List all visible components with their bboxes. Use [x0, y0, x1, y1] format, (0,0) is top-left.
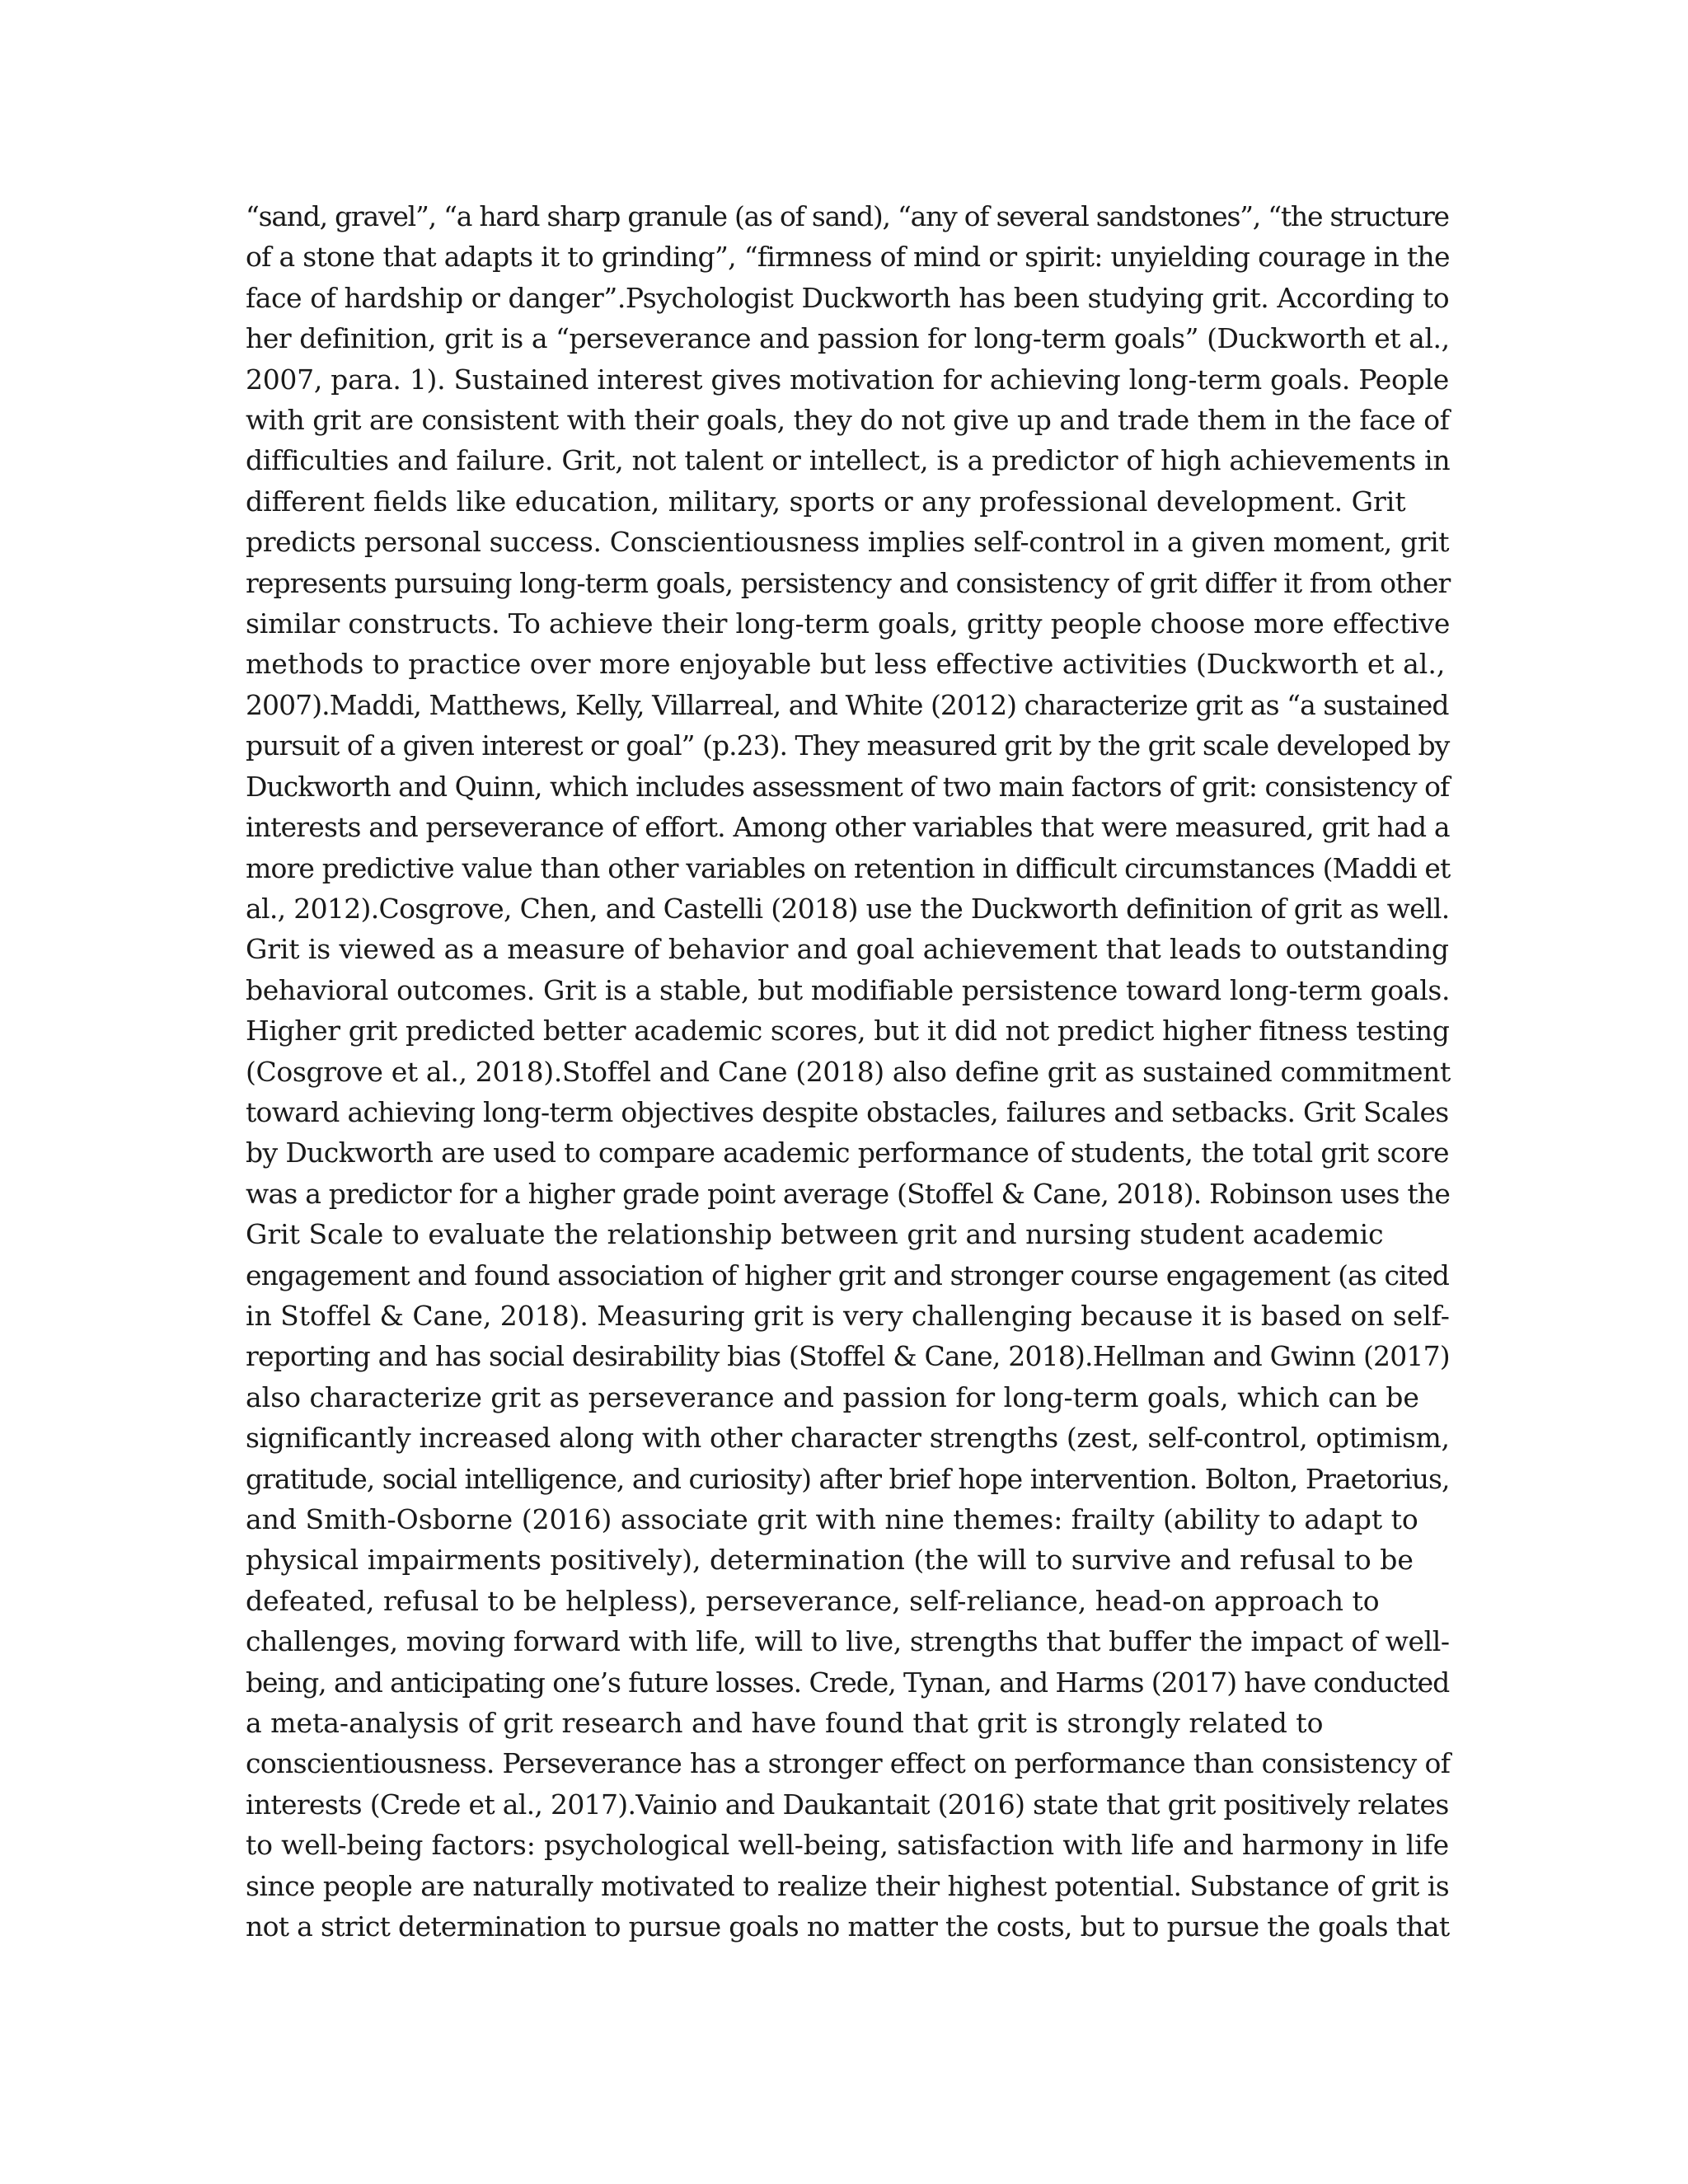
text-line: 2007).Maddi, Matthews, Kelly, Villarreal, and White (2012) characterize grit as “a sustained	[246, 688, 1449, 721]
text-line: physical impairments positively), determination (the will to survive and refusal to be	[246, 1544, 1414, 1577]
text-line: challenges, moving forward with life, will to live, strengths that buffer the impact of well-	[246, 1625, 1450, 1658]
text-line: similar constructs. To achieve their long-term goals, gritty people choose more effective	[246, 607, 1451, 640]
text-line: defeated, refusal to be helpless), perseverance, self-reliance, head-on approach to	[246, 1584, 1380, 1617]
text-line: face of hardship or danger”.Psychologist Duckworth has been studying grit. According to	[246, 281, 1450, 314]
text-line: to well-being factors: psychological well-being, satisfaction with life and harmony in life	[246, 1829, 1449, 1862]
body-paragraph	[246, 196, 1449, 1947]
text-line: 2007, para. 1). Sustained interest gives motivation for achieving long-term goals. People	[246, 363, 1449, 396]
text-line: being, and anticipating one’s future losses. Crede, Tynan, and Harms (2017) have conducted	[246, 1666, 1450, 1699]
text-line: and Smith-Osborne (2016) associate grit with nine themes: frailty (ability to adapt to	[246, 1503, 1418, 1535]
text-line: gratitude, social intelligence, and curiosity) after brief hope intervention. Bolton, Praetorius,	[246, 1462, 1450, 1495]
text-line: represents pursuing long-term goals, persistency and consistency of grit differ it from other	[246, 566, 1451, 599]
text-line: more predictive value than other variables on retention in difficult circumstances (Maddi et	[246, 851, 1451, 884]
text-line: (Cosgrove et al., 2018).Stoffel and Cane (2018) also define grit as sustained commitment	[246, 1055, 1451, 1088]
text-line: interests (Crede et al., 2017).Vainio and Daukantait (2016) state that grit positively relates	[246, 1788, 1449, 1821]
text-line: interests and perseverance of effort. Among other variables that were measured, grit had a	[246, 811, 1450, 844]
text-line: in Stoffel & Cane, 2018). Measuring grit is very challenging because it is based on self-	[246, 1299, 1450, 1332]
text-line: by Duckworth are used to compare academic performance of students, the total grit score	[246, 1137, 1449, 1169]
text-line: conscientiousness. Perseverance has a stronger effect on performance than consistency of	[246, 1747, 1451, 1780]
text-line: reporting and has social desirability bias (Stoffel & Cane, 2018).Hellman and Gwinn (2017)	[246, 1340, 1450, 1373]
text-line: pursuit of a given interest or goal” (p.23). They measured grit by the grit scale developed by	[246, 729, 1450, 762]
text-line: behavioral outcomes. Grit is a stable, but modifiable persistence toward long-term goals.	[246, 973, 1451, 1006]
text-line: methods to practice over more enjoyable but less effective activities (Duckworth et al.,	[246, 648, 1446, 681]
text-line: significantly increased along with other character strengths (zest, self-control, optimism,	[246, 1422, 1450, 1455]
text-line: toward achieving long-term objectives despite obstacles, failures and setbacks. Grit Scales	[246, 1095, 1449, 1128]
text-line: a meta-analysis of grit research and have found that grit is strongly related to	[246, 1707, 1324, 1740]
text-line: Grit is viewed as a measure of behavior and goal achievement that leads to outstanding	[246, 933, 1449, 966]
text-line: was a predictor for a higher grade point average (Stoffel & Cane, 2018). Robinson uses the	[246, 1177, 1451, 1210]
text-line: Higher grit predicted better academic scores, but it did not predict higher fitness testing	[246, 1015, 1450, 1047]
text-line: Grit Scale to evaluate the relationship between grit and nursing student academic	[246, 1218, 1384, 1251]
text-line: of a stone that adapts it to grinding”, “firmness of mind or spirit: unyielding courage in the	[246, 241, 1450, 274]
text-line: al., 2012).Cosgrove, Chen, and Castelli (2018) use the Duckworth definition of grit as well.	[246, 892, 1450, 925]
text-line: Duckworth and Quinn, which includes assessment of two main factors of grit: consistency of	[246, 770, 1450, 803]
text-line: engagement and found association of higher grit and stronger course engagement (as cited	[246, 1258, 1450, 1291]
text-line: also characterize grit as perseverance and passion for long-term goals, which can be	[246, 1380, 1419, 1413]
text-line: not a strict determination to pursue goals no matter the costs, but to pursue the goals that	[246, 1910, 1450, 1943]
text-line: since people are naturally motivated to realize their highest potential. Substance of grit is	[246, 1869, 1450, 1902]
text-line: difficulties and failure. Grit, not talent or intellect, is a predictor of high achievements in	[246, 444, 1451, 477]
text-line: different fields like education, military, sports or any professional development. Grit	[246, 485, 1406, 518]
text-line: her definition, grit is a “perseverance and passion for long-term goals” (Duckworth et al.,	[246, 322, 1450, 355]
text-line: with grit are consistent with their goals, they do not give up and trade them in the face of	[246, 404, 1450, 437]
text-line: “sand, gravel”, “a hard sharp granule (as of sand), “any of several sandstones”, “the structure	[246, 200, 1449, 232]
text-line: predicts personal success. Conscientiousness implies self-control in a given moment, grit	[246, 526, 1450, 559]
